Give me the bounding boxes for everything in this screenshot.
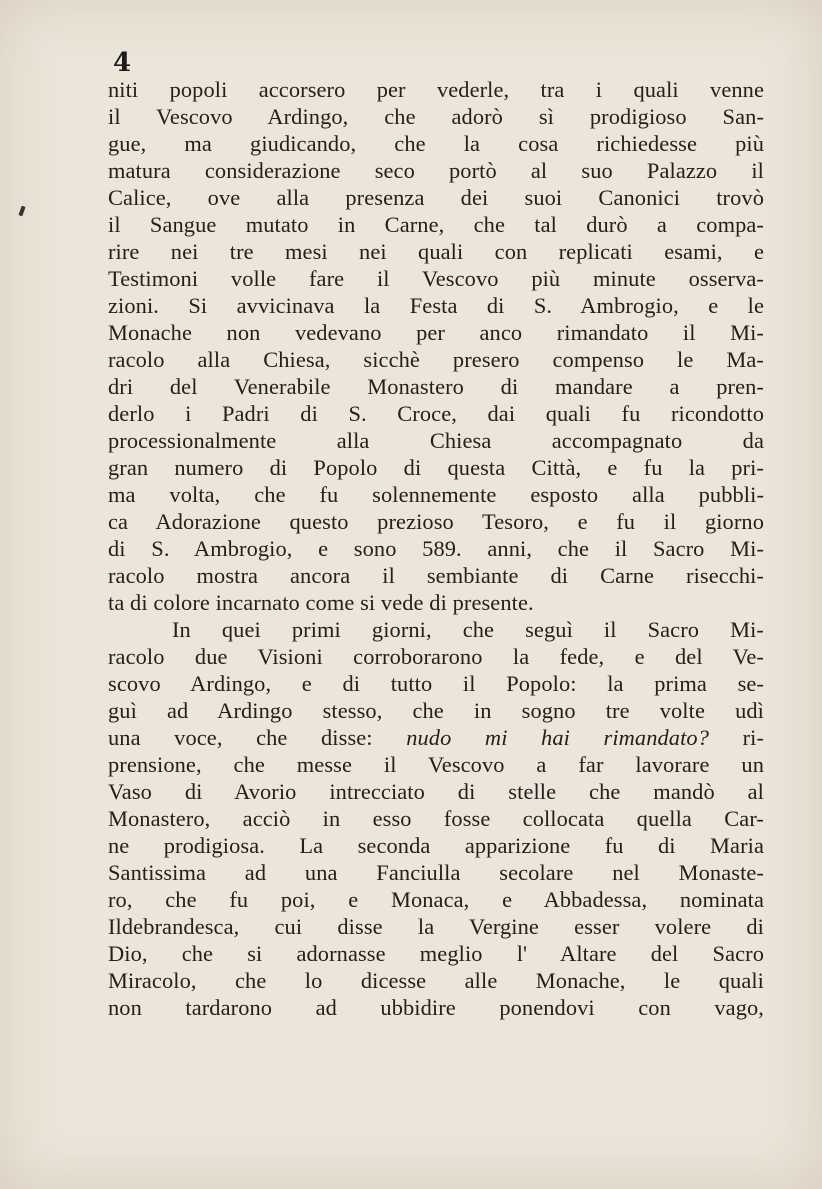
text-line: Monastero, acciò in esso fosse collocata quella Car- [108,806,764,831]
text-line: gran numero di Popolo di questa Città, e fu la pri- [108,455,764,480]
paragraph-start-line: In quei primi giorni, che seguì il Sacro Mi- [172,617,764,642]
text-line: prensione, che messe il Vescovo a far lavorare un [108,752,764,777]
text-line: rire nei tre mesi nei quali con replicati esami, e [108,239,764,264]
text-line: Calice, ove alla presenza dei suoi Canonici trovò [108,185,764,210]
text-line: dri del Venerabile Monastero di mandare a pren- [108,374,764,399]
line-lead: una voce, che disse: [108,725,373,750]
text-line: ta di colore incarnato come si vede di presente. [108,590,534,615]
text-line: processionalmente alla Chiesa accompagnato da [108,428,764,453]
text-line: Testimoni volle fare il Vescovo più minute osserva- [108,266,764,291]
text-line: zioni. Si avvicinava la Festa di S. Ambrogio, e le [108,293,764,318]
text-line: ne prodigiosa. La seconda apparizione fu di Maria [108,833,764,858]
text-line: scovo Ardingo, e di tutto il Popolo: la prima se- [108,671,764,696]
text-line: Monache non vedevano per anco rimandato il Mi- [108,320,764,345]
text-line: Santissima ad una Fanciulla secolare nel Monaste- [108,860,764,885]
italic-quote: nudo mi hai rimandato? [406,725,710,750]
text-line: Ildebrandesca, cui disse la Vergine esser volere di [108,914,764,939]
text-line-with-quote [108,724,764,751]
text-line: ca Adorazione questo prezioso Tesoro, e fu il giorno [108,509,764,534]
margin-ink-mark [18,206,25,217]
text-line: ro, che fu poi, e Monaca, e Abbadessa, nominata [108,887,764,912]
line-tail: ri- [742,725,765,750]
text-line: racolo due Visioni corroborarono la fede, e del Ve- [108,644,764,669]
text-line: Miracolo, che lo dicesse alle Monache, le quali [108,968,764,993]
text-line: racolo alla Chiesa, sicchè presero compenso le Ma- [108,347,764,372]
text-line: niti popoli accorsero per vederle, tra i quali venne [108,77,764,102]
text-line: non tardarono ad ubbidire ponendovi con vago, [108,995,764,1020]
text-line: il Sangue mutato in Carne, che tal durò a compa- [108,212,764,237]
text-line: Vaso di Avorio intrecciato di stelle che mandò al [108,779,764,804]
text-line: matura considerazione seco portò al suo Palazzo il [108,158,764,183]
text-line: racolo mostra ancora il sembiante di Carne risecchi- [108,563,764,588]
page-number: 4 [113,48,132,78]
text-line: il Vescovo Ardingo, che adorò sì prodigioso San- [108,104,764,129]
text-line: gue, ma giudicando, che la cosa richiedesse più [108,131,764,156]
text-line: derlo i Padri di S. Croce, dai quali fu ricondotto [108,401,764,426]
body-text [108,76,764,1021]
text-line: ma volta, che fu solennemente esposto alla pubbli- [108,482,764,507]
text-line: di S. Ambrogio, e sono 589. anni, che il Sacro Mi- [108,536,764,561]
text-line: Dio, che si adornasse meglio l' Altare del Sacro [108,941,764,966]
text-line: guì ad Ardingo stesso, che in sogno tre volte udì [108,698,764,723]
